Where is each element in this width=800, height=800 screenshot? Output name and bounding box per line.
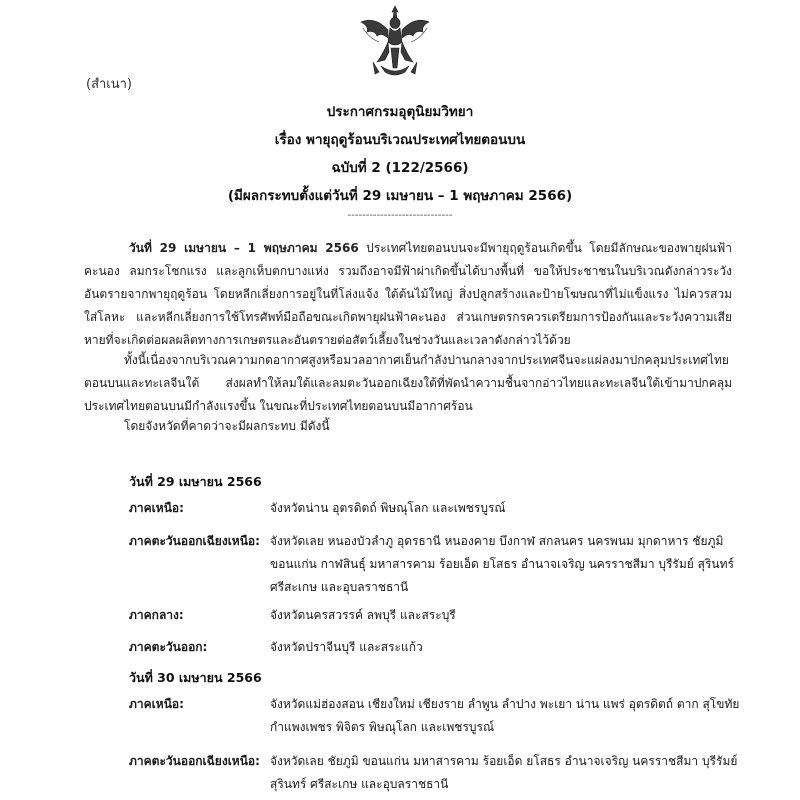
region-label: ภาคเหนือ: xyxy=(129,697,184,711)
garuda-emblem-icon xyxy=(355,2,435,78)
region-provinces: จังหวัดน่าน อุตรดิตถ์ พิษณุโลก และเพชรบูรณ์ xyxy=(270,501,506,515)
region-provinces: จังหวัดปราจีนบุรี และสระแก้ว xyxy=(270,640,423,654)
copy-label: (สำเนา) xyxy=(86,77,133,92)
effective-dates: (มีผลกระทบตั้งแต่วันที่ 29 เมษายน – 1 พฤษภาคม 2566) xyxy=(227,188,573,204)
paragraph-warning-lead: วันที่ 29 เมษายน – 1 พฤษภาคม 2566 xyxy=(129,241,359,255)
issue-number: ฉบับที่ 2 (122/2566) xyxy=(331,160,469,176)
paragraph-warning-text: ประเทศไทยตอนบนจะมีพายุฤดูร้อนเกิดขึ้น โดยมีลักษณะของพายุฝนฟ้าคะนอง ลมกระโชกแรง และลูกเห็บตกบางแห่ง รวมถึงอาจมีฟ้าผ่าเกิดขึ้นได้บางพื้นที่ ขอให้ประชาชนในบริเวณดังกล่าวระวังอันตรายจากพายุฤดูร้อน โดยหลีกเลี่ยงการอยู่ในที่โล่งแจ้ง ใต้ต้นไม้ใหญ่ สิ่งปลูกสร้างและป้ายโฆษณาที่ไม่แข็งแรง ไม่ควรสวมใส่โลหะ และหลีกเลี่ยงการใช้โทรศัพท์มือถือขณะเกิดพายุฝนฟ้าคะนอง ส่วนเกษตรกรควรเตรียมการป้องกันและระวังความเสียหายที่จะเกิดต่อผลผลิตทางการเกษตรและอันตรายต่อสัตว์เลี้ยงในช่วงวันและเวลาดังกล่าวไว้ด้วย xyxy=(84,241,732,347)
region-provinces: จังหวัดแม่ฮ่องสอน เชียงใหม่ เชียงราย ลำพูน ลำปาง พะเยา น่าน แพร่ อุตรดิตถ์ ตาก สุโขทัย กำแพงเพชร พิจิตร พิษณุโลก และเพชรบูรณ์ xyxy=(270,697,740,734)
region-label: ภาคกลาง: xyxy=(129,608,184,622)
paragraph-warning xyxy=(84,237,732,352)
agency-title: ประกาศกรมอุตุนิยมวิทยา xyxy=(326,104,474,120)
day-heading: วันที่ 29 เมษายน 2566 xyxy=(129,474,262,489)
subject-title: เรื่อง พายุฤดูร้อนบริเวณประเทศไทยตอนบน xyxy=(274,132,526,148)
paragraph-cause: ทั้งนี้เนื่องจากบริเวณความกดอากาศสูงหรือมวลอากาศเย็นกำลังปานกลางจากประเทศจีนจะแผ่ลงมาปกคลุมประเทศไทยตอนบนและทะเลจีนใต้ ส่งผลทำให้ลมใต้และลมตะวันออกเฉียงใต้ที่พัดนำความชื้นจากอ่าวไทยและทะเลจีนใต้เข้ามาปกคลุมประเทศไทยตอนบนมีกำลังแรงขึ้น ในขณะที่ประเทศไทยตอนบนมีอากาศร้อน xyxy=(84,353,732,413)
paragraph-affected-intro: โดยจังหวัดที่คาดว่าจะมีผลกระทบ มีดังนี้ xyxy=(124,419,330,433)
region-provinces: จังหวัดเลย ชัยภูมิ ขอนแก่น มหาสารคาม ร้อยเอ็ด ยโสธร อำนาจเจริญ นครราชสีมา บุรีรัมย์ สุรินทร์ ศรีสะเกษ และอุบลราชธานี xyxy=(270,754,738,791)
region-provinces: จังหวัดนครสวรรค์ ลพบุรี และสระบุรี xyxy=(270,608,456,622)
region-label: ภาคตะวันออกเฉียงเหนือ: xyxy=(129,754,260,768)
region-label: ภาคเหนือ: xyxy=(129,501,184,515)
separator-line: ----------------------------- xyxy=(347,210,453,221)
region-label: ภาคตะวันออกเฉียงเหนือ: xyxy=(129,534,260,548)
day-heading: วันที่ 30 เมษายน 2566 xyxy=(129,670,262,685)
region-provinces: จังหวัดเลย หนองบัวลำภู อุดรธานี หนองคาย บึงกาฬ สกลนคร นครพนม มุกดาหาร ชัยภูมิ ขอนแก่น กาฬสินธุ์ มหาสารคาม ร้อยเอ็ด ยโสธร อำนาจเจริญ นครราชสีมา บุรีรัมย์ สุรินทร์ ศรีสะเกษ และอุบลราชธานี xyxy=(270,534,734,594)
region-label: ภาคตะวันออก: xyxy=(129,640,208,654)
